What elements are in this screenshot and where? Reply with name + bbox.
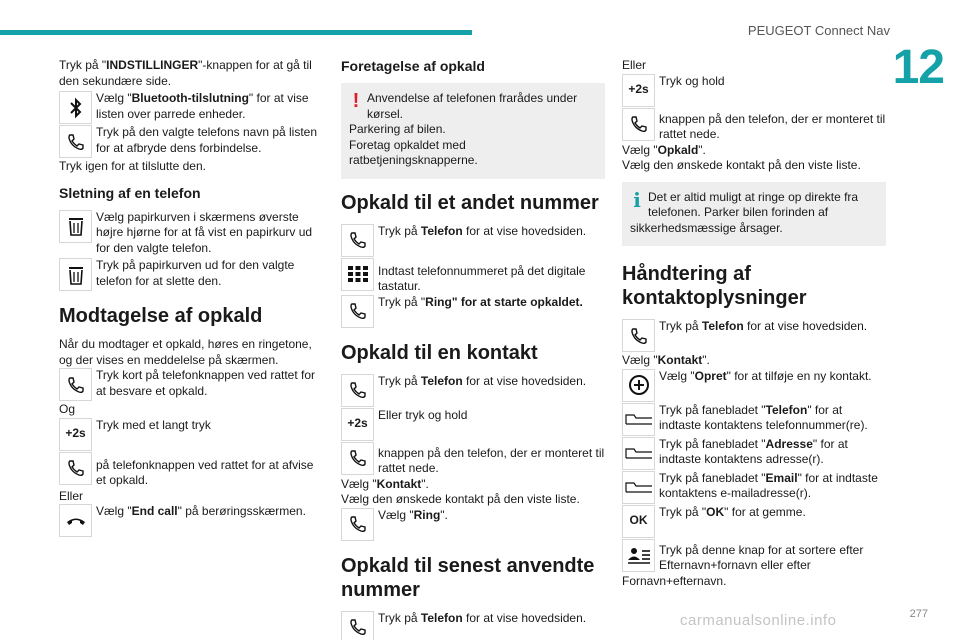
notice-text: Det er altid muligt at ringe op direkte fra telefonen. Parker bilen forinden af sikkerhedsmæssige årsager. xyxy=(630,189,859,235)
trash-icon xyxy=(59,210,92,243)
step-steering-button xyxy=(622,108,886,143)
select-call-text: Vælg "Opkald". xyxy=(622,142,706,157)
step-text: Indtast telefonnummeret på det digitale tastatur. xyxy=(378,263,586,293)
watermark: carmanualsonline.info xyxy=(680,612,837,629)
step-reject xyxy=(59,452,321,489)
eller-text: Eller xyxy=(622,58,647,72)
heading-manage-contacts: Håndtering af kontaktoplysninger xyxy=(622,263,807,309)
long-press-icon: +2s xyxy=(341,408,374,441)
phone-handset-icon xyxy=(59,452,92,485)
notice-text: Parkering af bilen. xyxy=(349,122,446,136)
step-delete-1 xyxy=(59,210,321,257)
page-number: 277 xyxy=(909,608,928,620)
step-tab-email xyxy=(622,471,886,505)
phone-handset-icon xyxy=(341,295,374,328)
heading-make-call: Foretagelse af opkald xyxy=(341,58,485,74)
long-press-icon: +2s xyxy=(622,74,655,107)
step-bluetooth xyxy=(59,91,321,125)
step-text: Tryk på fanebladet "Email" for at indtaste kontaktens e-mailadresse(r). xyxy=(659,470,878,500)
step-sort xyxy=(622,539,886,590)
phone-handset-icon xyxy=(622,319,655,352)
header-accent-bar xyxy=(0,30,472,35)
step-text: knappen på den telefon, der er monteret til rattet nede. xyxy=(659,111,886,141)
long-press-icon: +2s xyxy=(59,418,92,451)
step-text: Vælg papirkurven i skærmens øverste højre hjørne for at få vist en papirkurv ud for den valgte telefon. xyxy=(96,209,313,255)
ok-icon: OK xyxy=(622,505,655,538)
intro-text: Tryk på "INDSTILLINGER"-knappen for at gå til den sekundære side. xyxy=(59,58,312,88)
notice-text: Anvendelse af telefonen frarådes under kørsel. xyxy=(367,91,578,121)
heading-recent-number: Opkald til senest anvendte nummer xyxy=(341,554,595,601)
step-end-call xyxy=(59,504,321,538)
step-tab-address xyxy=(622,437,886,471)
phone-handset-icon xyxy=(341,508,374,541)
phone-handset-icon xyxy=(341,374,374,407)
step-text: Tryk på fanebladet "Telefon" for at indtaste kontaktens telefonnummer(re). xyxy=(659,402,868,432)
add-contact-icon xyxy=(622,369,655,402)
select-contact-text: Vælg "Kontakt". xyxy=(341,476,429,491)
keypad-icon xyxy=(341,258,374,291)
step-text: Tryk på Telefon for at vise hovedsiden. xyxy=(378,373,587,388)
phone-handset-icon xyxy=(341,611,374,640)
step-text: Vælg "Opret" for at tilføje en ny kontakt. xyxy=(659,368,872,383)
tab-icon xyxy=(622,437,655,470)
trash-icon xyxy=(59,258,92,291)
heading-receive-call: Modtagelse af opkald xyxy=(59,305,263,327)
step-text: Vælg "Ring". xyxy=(378,507,448,522)
reconnect-text: Tryk igen for at tilslutte den. xyxy=(59,159,206,173)
step-text: Tryk kort på telefonknappen ved rattet for at besvare et opkald. xyxy=(96,368,316,398)
warning-notice xyxy=(341,83,605,179)
step-text: Tryk på Telefon for at vise hovedsiden. xyxy=(378,223,587,238)
column-3 xyxy=(622,58,886,589)
chapter-number: 12 xyxy=(892,41,944,94)
select-from-list-text: Vælg den ønskede kontakt på den viste liste. xyxy=(341,492,580,506)
step-long-press xyxy=(59,418,321,452)
step-steering-button xyxy=(341,442,605,477)
step-text: Tryk på fanebladet "Adresse" for at indtaste kontaktens adresse(r). xyxy=(659,436,848,466)
step-hold xyxy=(622,74,886,108)
phone-handset-icon xyxy=(59,125,92,158)
tab-icon xyxy=(622,403,655,436)
step-select-ring xyxy=(341,508,605,542)
step-keypad xyxy=(341,258,605,295)
step-create xyxy=(622,369,886,403)
step-ring xyxy=(341,295,605,329)
step-text: Tryk på den valgte telefons navn på listen for at afbryde dens forbindelse. xyxy=(96,125,318,155)
phone-handset-icon xyxy=(341,224,374,257)
heading-other-number: Opkald til et andet nummer xyxy=(341,191,599,214)
column-1 xyxy=(59,58,321,538)
info-notice xyxy=(622,182,886,247)
receive-intro: Når du modtager et opkald, høres en ringetone, og der vises en meddelelse på skærmen. xyxy=(59,337,312,367)
step-delete-2 xyxy=(59,258,321,292)
step-text: på telefonknappen ved rattet for at afvise et opkald. xyxy=(96,457,314,487)
notice-text: Foretag opkaldet med ratbetjeningsknapperne. xyxy=(349,137,478,167)
sort-contacts-icon xyxy=(622,539,655,572)
phone-handset-icon xyxy=(341,442,374,475)
step-text: Tryk på Telefon for at vise hovedsiden. xyxy=(659,319,868,333)
bluetooth-icon xyxy=(59,91,92,124)
heading-call-contact: Opkald til en kontakt xyxy=(341,341,538,364)
step-tab-phone xyxy=(622,403,886,437)
step-manage-main xyxy=(622,319,886,353)
step-text: knappen på den telefon, der er monteret til rattet nede. xyxy=(378,445,605,475)
step-text: Tryk på denne knap for at sortere efter Efternavn+fornavn eller efter Fornavn+efternavn. xyxy=(622,542,864,588)
step-text: Vælg "Bluetooth-tilslutning" for at vise listen over parrede enheder. xyxy=(96,91,309,121)
step-text: Tryk på Telefon for at vise hovedsiden. xyxy=(378,610,587,625)
hang-up-icon xyxy=(59,504,92,537)
info-icon: i xyxy=(633,187,641,212)
phone-handset-icon xyxy=(59,368,92,401)
column-2 xyxy=(341,58,605,640)
step-answer xyxy=(59,368,321,402)
step-phone-main xyxy=(341,224,605,258)
tab-icon xyxy=(622,471,655,504)
step-text: Vælg "End call" på berøringsskærmen. xyxy=(96,504,306,518)
step-text: Tryk med et langt tryk xyxy=(96,417,211,432)
step-text: Tryk på papirkurven ud for den valgte telefon for at slette den. xyxy=(96,258,295,288)
step-text: Eller tryk og hold xyxy=(378,407,468,422)
step-recent-main xyxy=(341,611,605,640)
step-text: Tryk på "Ring" for at starte opkaldet. xyxy=(378,294,583,309)
step-text: Tryk på "OK" for at gemme. xyxy=(659,504,806,519)
step-hold xyxy=(341,408,605,442)
eller-text: Eller xyxy=(59,488,84,503)
og-text: Og xyxy=(59,402,76,416)
header-title: PEUGEOT Connect Nav xyxy=(747,23,890,38)
phone-handset-icon xyxy=(622,108,655,141)
step-text: Tryk og hold xyxy=(659,73,725,88)
heading-delete-phone: Sletning af en telefon xyxy=(59,184,201,201)
step-ok xyxy=(622,505,886,539)
step-phone-name xyxy=(59,125,321,159)
step-contact-main xyxy=(341,374,605,408)
select-from-list-text: Vælg den ønskede kontakt på den viste liste. xyxy=(622,158,861,172)
select-contact-text: Vælg "Kontakt". xyxy=(622,353,710,367)
warning-icon: ! xyxy=(352,90,360,112)
